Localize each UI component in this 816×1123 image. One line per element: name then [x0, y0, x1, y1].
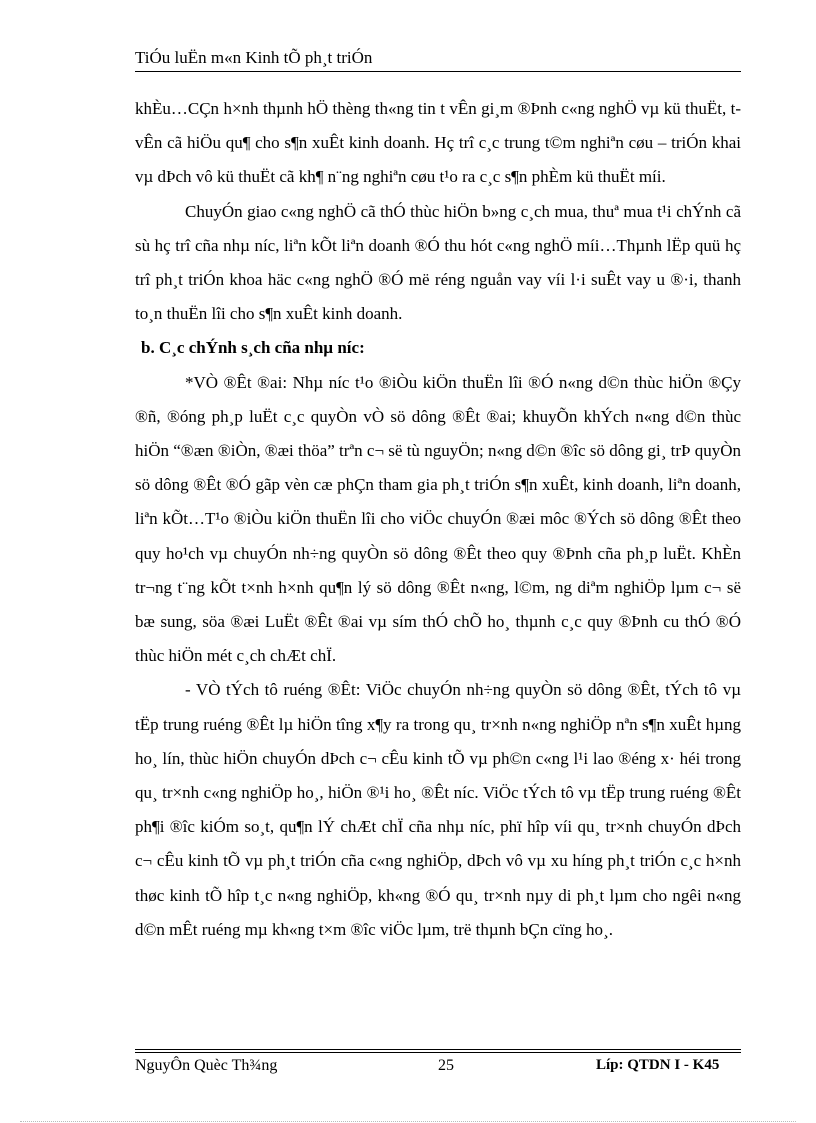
page-header-title: TiÓu luËn m«n Kinh tÕ ph¸t triÓn [135, 48, 373, 67]
footer-divider-bottom [135, 1052, 741, 1053]
footer-divider-top [135, 1049, 741, 1050]
page-bottom-border [20, 1121, 796, 1122]
footer-author: NguyÔn Quèc Th¾ng [135, 1057, 278, 1074]
paragraph-land-accumulation: - VÒ tÝch tô ruéng ®Êt: ViÖc chuyÓn nh÷ng quyÒn sö dông ®Êt, tÝch tô vµ tËp trung ruéng ®Êt lµ hiÖn tîng x¶y ra trong qu¸ tr×nh n«ng nghiÖp nªn s¶n xuÊt hµng ho¸ lín, thùc hiÖn chuyÓn dÞch c¬ cÊu kinh tÕ vµ ph©n c«ng l¹i lao ®éng x· héi trong qu¸ tr×nh c«ng nghiÖp ho¸, hiÖn ®¹i ho¸ ®Êt níc. ViÖc tÝch tô vµ tËp trung ruéng ®Êt ph¶i ®îc kiÓm so¸t, qu¶n lÝ chÆt chÏ cña nhµ níc, phï hîp víi qu¸ tr×nh chuyÓn dÞch c¬ cÊu kinh tÕ vµ ph¸t triÓn cña c«ng nghiÖp, dÞch vô vµ xu híng ph¸t triÓn c¸c h×nh thøc kinh tÕ hîp t¸c n«ng nghiÖp, kh«ng ®Ó qu¸ tr×nh nµy di ph¸t lµm cho ngêi n«ng d©n mÊt ruéng mµ kh«ng t×m ®îc viÖc lµm, trë thµnh bÇn cïng ho¸. [135, 680, 741, 939]
header-divider [135, 71, 741, 72]
paragraph-land: *VÒ ®Êt ®ai: Nhµ níc t¹o ®iÒu kiÖn thuËn lîi ®Ó n«ng d©n thùc hiÖn ®Çy ®ñ, ®óng ph¸p luËt c¸c quyÒn vÒ sö dông ®Êt ®ai; khuyÕn khÝch n«ng d©n thùc hiÖn “®æn ®iÒn, ®æi thöa” trªn c¬ së tù nguyÖn; n«ng d©n ®îc sö dông gi¸ trÞ quyÒn sö dông ®Êt ®Ó gãp vèn cæ phÇn tham gia ph¸t triÓn s¶n xuÊt, kinh doanh, liªn doanh, liªn kÕt…T¹o ®iÒu kiÖn thuËn lîi cho viÖc chuyÓn ®æi môc ®Ých sö dông ®Êt theo quy ho¹ch vµ chuyÓn nh÷ng quyÒn sö dông ®Êt theo quy ®Þnh cña ph¸p luËt. KhÈn tr¬ng t¨ng kÕt t×nh h×nh qu¶n lý sö dông ®Êt n«ng, l©m, ng diªm nghiÖp lµm c¬ së bæ sung, söa ®æi LuËt ®Êt ®ai vµ sím thÓ chÕ ho¸ thµnh c¸c quy ®Þnh cu thÓ ®Ó thùc hiÖn mét c¸ch chÆt chÏ. [135, 372, 741, 666]
section-subheading: b. C¸c chÝnh s¸ch cña nhµ níc: [141, 338, 365, 358]
footer-class-label: Líp: QTDN I - K45 [596, 1057, 720, 1073]
main-text [135, 92, 741, 947]
page-number: 25 [438, 1057, 454, 1074]
paragraph-1: khÈu…CÇn h×nh thµnh hÖ thèng th«ng tin t vÊn gi¸m ®Þnh c«ng nghÖ vµ kü thuËt, t vÊn cã hiÖu qu¶ cho s¶n xuÊt kinh doanh. Hç trî c¸c trung t©m nghiªn cøu – triÓn khai vµ dÞch vô kü thuËt cã kh¶ n¨ng nghiªn cøu t¹o ra c¸c s¶n phÈm kü thuËt míi. [135, 99, 741, 187]
paragraph-2: ChuyÓn giao c«ng nghÖ cã thÓ thùc hiÖn b»ng c¸ch mua, thuª mua t¹i chÝnh cã sù hç trî cña nhµ níc, liªn kÕt liªn doanh ®Ó thu hót c«ng nghÖ míi…Thµnh lËp quü hç trî ph¸t triÓn khoa häc c«ng nghÖ ®Ó më réng nguån vay víi l·i suÊt vay u ®·i, thanh to¸n thuËn lîi cho s¶n xuÊt kinh doanh. [135, 201, 741, 324]
